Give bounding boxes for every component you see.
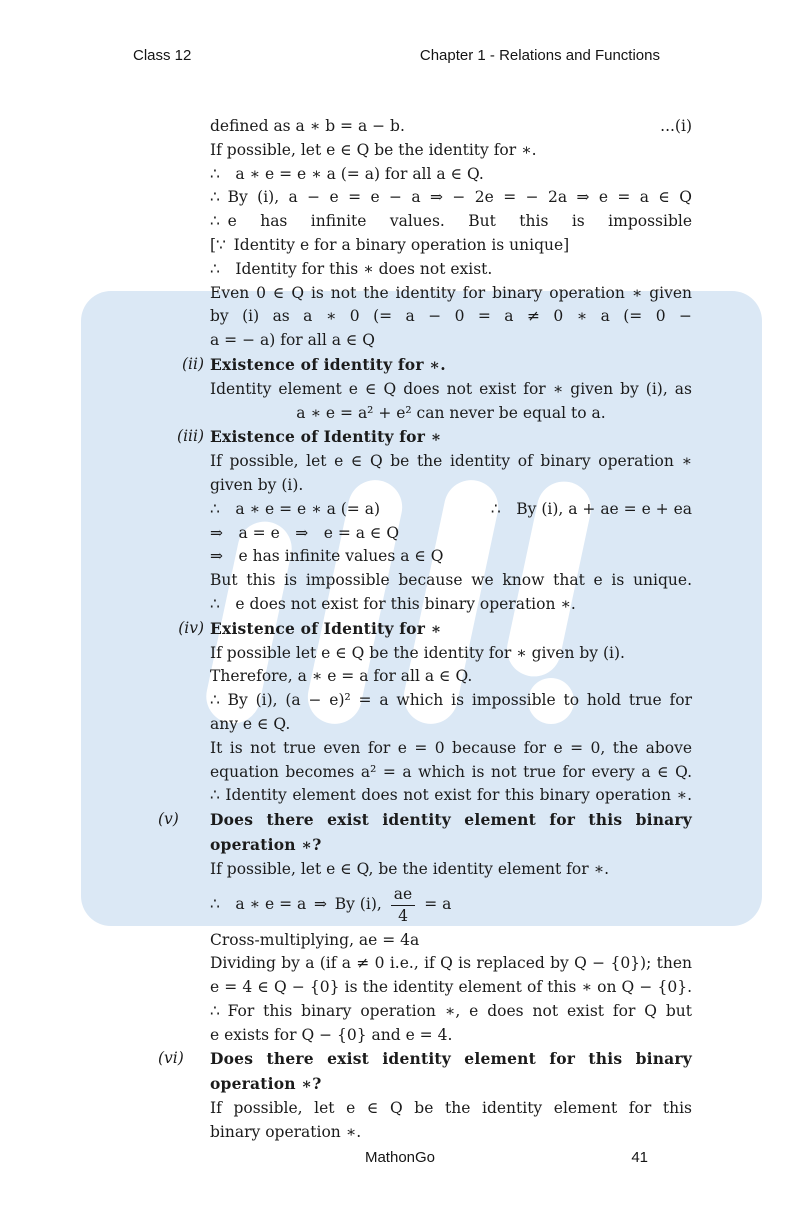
line-text: Dividing by a (if a ≠ 0 i.e., if Q is replaced by Q − {0}); then [210,954,692,973]
section-label: (vi) [158,1049,184,1068]
section-label: (v) [158,810,179,829]
footer-page-number: 41 [631,1149,648,1166]
text-line [210,1121,692,1145]
line-text: ∴ e does not exist for this binary operation ∗. [210,594,576,613]
line-text: Identity element e ∈ Q does not exist for ∗ given by (i), as [210,379,692,398]
text-line [210,305,692,329]
text-line [210,163,692,187]
line-text: ∴ e has infinite values. But this is impossible [210,212,692,231]
line-text: If possible, let e ∈ Q be the identity for ∗. [210,140,537,159]
text-line [210,713,692,737]
line-text: If possible, let e ∈ Q be the identity of binary operation ∗ [210,452,692,471]
body-lines [158,115,692,1145]
text-line [210,1000,692,1024]
line-text: ∴ By (i), (a − e)² = a which is impossible to hold true for [210,691,692,710]
section-heading-line [158,808,692,833]
equation-prefix: ∴ a ∗ e = a ⇒ By (i), [210,895,382,914]
line-text: any e ∈ Q. [210,714,291,733]
line-text: Does there exist identity element for this binary [210,1049,692,1069]
text-line [210,329,692,353]
header-class-label: Class 12 [133,47,192,64]
fraction [391,885,415,925]
line-text: operation ∗? [210,834,322,854]
line-text: Existence of Identity for ∗ [210,618,442,638]
text-line [210,545,692,569]
text-line [210,450,692,474]
header-chapter-title: Chapter 1 - Relations and Functions [419,47,660,64]
text-line [210,522,692,546]
line-text: If possible, let e ∈ Q, be the identity element for ∗. [210,859,610,878]
line-text: Existence of Identity for ∗ [210,427,442,447]
line-text: ∴ By (i), a − e = e − a ⇒ − 2e = − 2a ⇒ e = a ∈ Q [210,188,692,207]
text-line [210,1024,692,1048]
text-line [210,858,692,882]
line-text: given by (i). [210,475,304,494]
text-line [210,665,692,689]
line-text: Therefore, a ∗ e = a for all a ∈ Q. [210,667,473,686]
text-line [210,569,692,593]
line-text: a = − a) for all a ∈ Q [210,331,375,350]
text-line [210,210,692,234]
equation-suffix: = a [424,895,452,914]
section-label: (iv) [178,618,204,637]
text-line [210,642,692,666]
line-text: operation ∗? [210,1074,322,1094]
equation-ref: ...(i) [660,117,692,135]
line-text: ⇒ a = e ⇒ e = a ∈ Q [210,523,400,542]
text-line [210,139,692,163]
line-text: a ∗ e = a² + e² can never be equal to a. [296,403,606,422]
text-line [210,498,692,522]
text-line [210,929,692,953]
text-line [210,952,692,976]
text-line [210,833,692,858]
text-line [210,402,692,426]
text-line [210,115,692,139]
text-line [210,737,692,761]
equation-line [210,882,692,929]
section-heading-line [181,353,692,378]
text-line [210,258,692,282]
text-line [210,761,692,785]
text-line [210,474,692,498]
text-line [210,282,692,306]
section-heading-line [158,1047,692,1072]
text-line [210,378,692,402]
line-text: If possible let e ∈ Q be the identity for ∗ given by (i). [210,643,625,662]
text-line [210,784,692,808]
text-line [210,593,692,617]
text-line [210,1097,692,1121]
line-text: It is not true even for e = 0 because for e = 0, the above [210,738,692,757]
page-footer [0,1149,800,1166]
section-heading-line [178,617,692,642]
line-text: defined as a ∗ b = a − b. [210,117,405,135]
equation-column: ∴ a ∗ e = e ∗ a (= a) [210,499,380,518]
fraction-denominator: 4 [398,906,408,925]
line-text: If possible, let e ∈ Q be the identity element for this [210,1099,692,1118]
line-text: equation becomes a² = a which is not true for every a ∈ Q. [210,762,692,781]
text-line [210,1072,692,1097]
section-label: (ii) [181,354,204,373]
line-text: Existence of identity for ∗. [210,354,446,374]
line-text: ∴ Identity for this ∗ does not exist. [210,259,493,278]
text-line [210,689,692,713]
section-label: (iii) [177,427,204,446]
section-heading-line [177,425,692,450]
text-line [210,186,692,210]
line-text: by (i) as a ∗ 0 (= a − 0 = a ≠ 0 ∗ a (= 0 − [210,307,692,326]
line-text: Cross-multiplying, ae = 4a [210,930,420,949]
line-text: binary operation ∗. [210,1122,362,1141]
page-header [133,47,660,64]
text-line [210,234,692,258]
line-text: Does there exist identity element for this binary [210,810,692,830]
line-text: e exists for Q − {0} and e = 4. [210,1025,453,1044]
line-text: But this is impossible because we know that e is unique. [210,571,692,590]
footer-brand: MathonGo [364,1149,436,1166]
line-text: ∴ Identity element does not exist for this binary operation ∗. [210,786,692,805]
line-text: [∵ Identity e for a binary operation is unique] [210,235,570,254]
fraction-numerator: ae [391,885,415,906]
text-line [210,976,692,1000]
line-text: ∴ For this binary operation ∗, e does not exist for Q but [210,1001,692,1020]
line-text: e = 4 ∈ Q − {0} is the identity element of this ∗ on Q − {0}. [210,978,692,997]
equation-column: ∴ By (i), a + ae = e + ea [490,499,692,518]
line-text: Even 0 ∈ Q is not the identity for binary operation ∗ given [210,283,692,302]
line-text: ∴ a ∗ e = e ∗ a (= a) for all a ∈ Q. [210,164,484,183]
line-text: ⇒ e has infinite values a ∈ Q [210,547,444,566]
